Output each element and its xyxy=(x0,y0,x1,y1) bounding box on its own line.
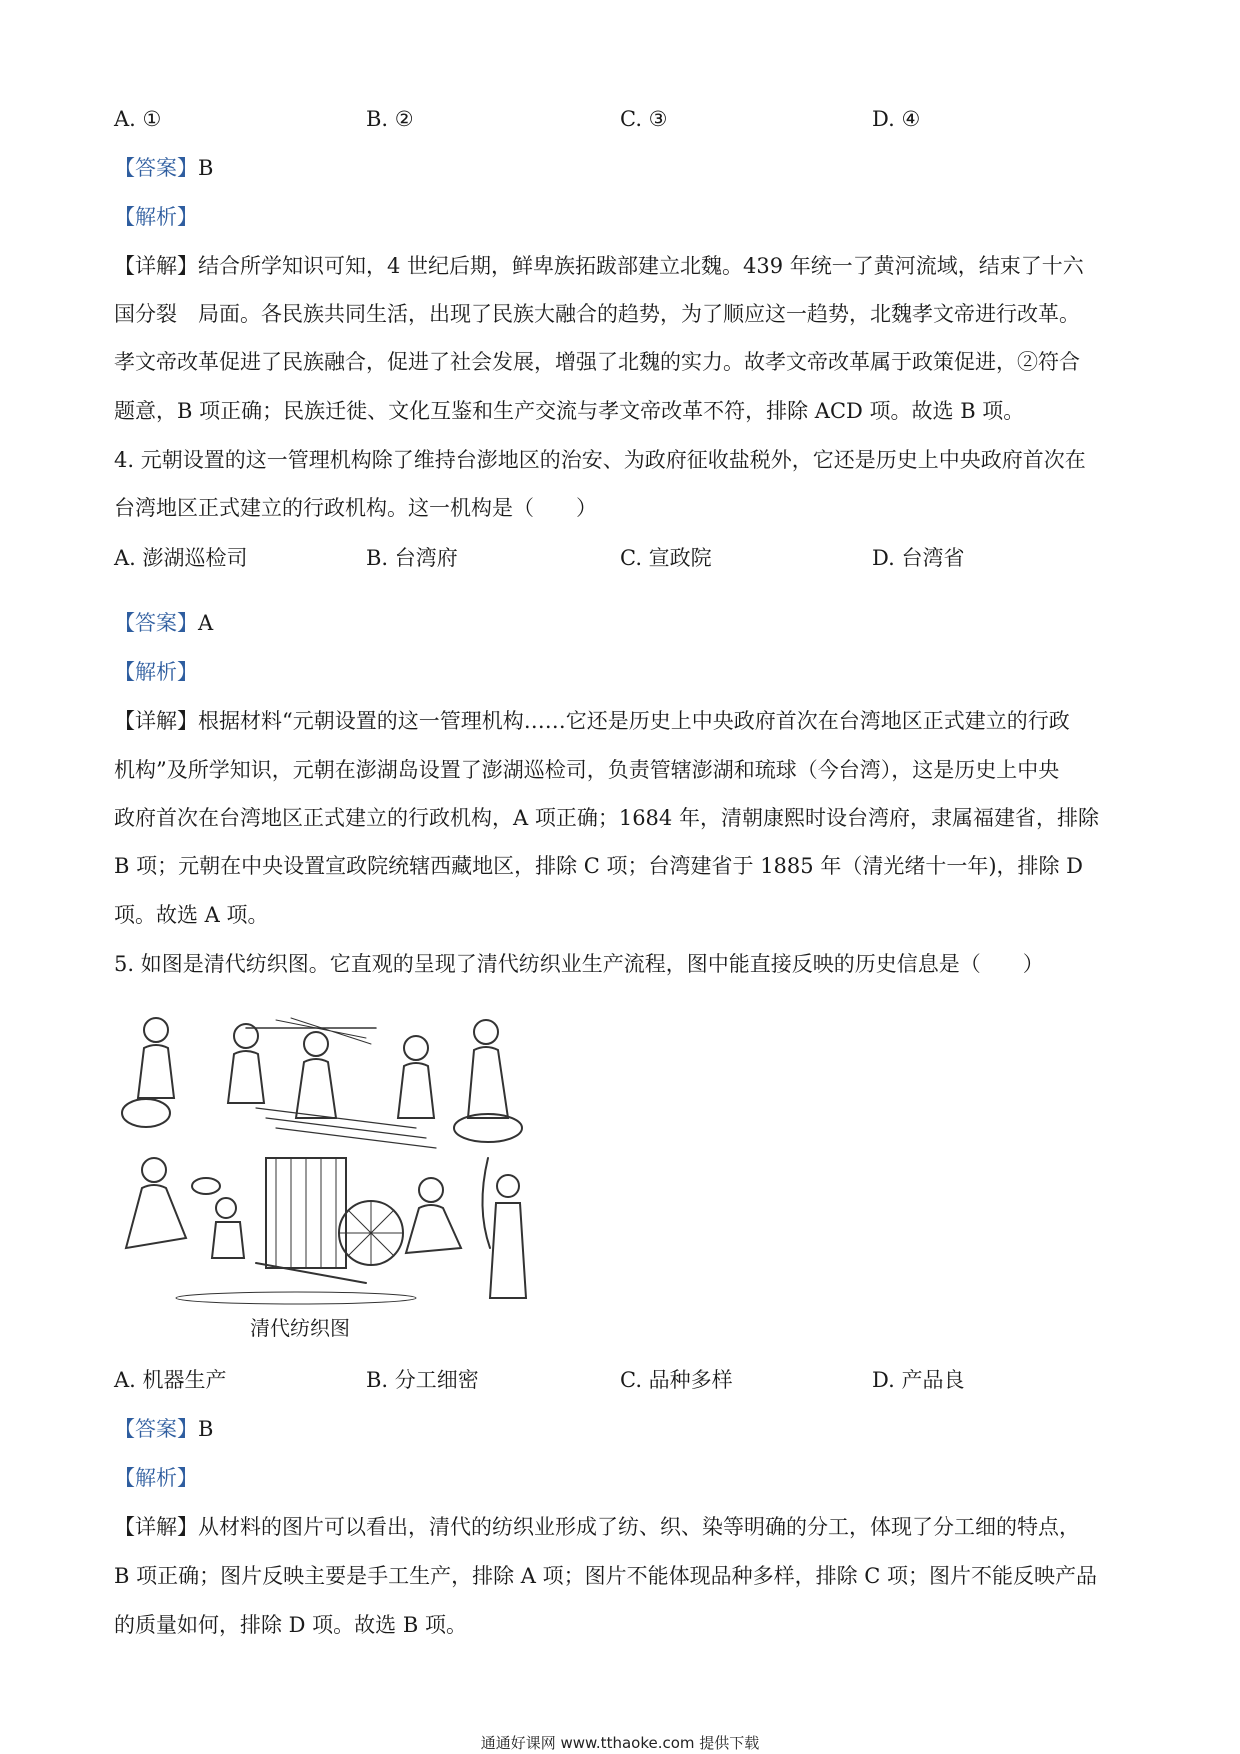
q4-detail-line: 政府首次在台湾地区正式建立的行政机构，A 项正确；1684 年，清朝康熙时设台湾府，隶属福建省，排除 xyxy=(114,806,1099,830)
detail-text: 从材料的图片可以看出，清代的纺织业形成了纺、织、染等明确的分工，体现了分工细的特点， xyxy=(198,1515,1080,1539)
q4-option-a: A. 澎湖巡检司 xyxy=(114,546,248,570)
answer-value: B xyxy=(198,1417,214,1441)
q4-detail-line xyxy=(114,706,1070,736)
q4-detail-line: B 项；元朝在中央设置宣政院统辖西藏地区，排除 C 项；台湾建省于 1885 年（清光绪十一年)，排除 D xyxy=(114,854,1084,878)
q3-detail-line xyxy=(114,251,1084,281)
q4-answer xyxy=(114,608,213,638)
q5-option-c: C. 品种多样 xyxy=(620,1368,733,1392)
q4-option-b: B. 台湾府 xyxy=(366,546,458,570)
q4-stem: 4. 元朝设置的这一管理机构除了维持台澎地区的治安、为政府征收盐税外，它还是历史上中央政府首次在 xyxy=(114,448,1086,472)
q3-option-c: C. ③ xyxy=(620,107,668,131)
q3-detail-line: 国分裂 局面。各民族共同生活，出现了民族大融合的趋势，为了顺应这一趋势，北魏孝文帝进行改革。 xyxy=(114,302,1080,326)
q5-answer xyxy=(114,1414,213,1444)
q4-option-c: C. 宣政院 xyxy=(620,546,712,570)
q3-option-d: D. ④ xyxy=(872,107,921,131)
answer-value: A xyxy=(198,611,214,635)
weaving-illustration-drawing xyxy=(116,1008,536,1308)
q5-detail-line xyxy=(114,1512,1080,1542)
q4-option-d: D. 台湾省 xyxy=(872,546,965,570)
detail-tag: 【详解】 xyxy=(114,254,198,278)
q5-detail-line: 的质量如何，排除 D 项。故选 B 项。 xyxy=(114,1613,467,1637)
q5-option-d: D. 产品良 xyxy=(872,1368,965,1392)
q4-analysis-tag: 【解析】 xyxy=(114,660,198,684)
q4-stem: 台湾地区正式建立的行政机构。这一机构是（ ） xyxy=(114,496,597,520)
q5-option-a: A. 机器生产 xyxy=(114,1368,227,1392)
answer-tag: 【答案】 xyxy=(114,611,198,635)
answer-tag: 【答案】 xyxy=(114,156,198,180)
figure-caption: 清代纺织图 xyxy=(250,1316,350,1340)
weaving-illustration xyxy=(116,1008,536,1308)
q3-option-a: A. ① xyxy=(114,107,162,131)
q3-option-b: B. ② xyxy=(366,107,414,131)
q5-detail-line: B 项正确；图片反映主要是手工生产，排除 A 项；图片不能体现品种多样，排除 C 项；图片不能反映产品 xyxy=(114,1564,1098,1588)
detail-text: 根据材料“元朝设置的这一管理机构……它还是历史上中央政府首次在台湾地区正式建立的行政 xyxy=(198,709,1070,733)
q3-detail-line: 孝文帝改革促进了民族融合，促进了社会发展，增强了北魏的实力。故孝文帝改革属于政策促进，②符合 xyxy=(114,350,1080,374)
detail-text: 结合所学知识可知，4 世纪后期，鲜卑族拓跋部建立北魏。439 年统一了黄河流域，结束了十六 xyxy=(198,254,1084,278)
q3-analysis-tag: 【解析】 xyxy=(114,205,198,229)
footer-link[interactable]: 通通好课网 www.tthaoke.com 提供下载 xyxy=(480,1734,760,1752)
answer-tag: 【答案】 xyxy=(114,1417,198,1441)
q5-option-b: B. 分工细密 xyxy=(366,1368,479,1392)
q5-analysis-tag: 【解析】 xyxy=(114,1466,198,1490)
answer-value: B xyxy=(198,156,214,180)
q4-detail-line: 项。故选 A 项。 xyxy=(114,903,269,927)
detail-tag: 【详解】 xyxy=(114,1515,198,1539)
q5-stem: 5. 如图是清代纺织图。它直观的呈现了清代纺织业生产流程，图中能直接反映的历史信息是（ ） xyxy=(114,952,1044,976)
q3-detail-line: 题意，B 项正确；民族迁徙、文化互鉴和生产交流与孝文帝改革不符，排除 ACD 项。故选 B 项。 xyxy=(114,399,1025,423)
q4-detail-line: 机构”及所学知识，元朝在澎湖岛设置了澎湖巡检司，负责管辖澎湖和琉球（今台湾），这是历史上中央 xyxy=(114,758,1060,782)
detail-tag: 【详解】 xyxy=(114,709,198,733)
q3-answer xyxy=(114,153,213,183)
